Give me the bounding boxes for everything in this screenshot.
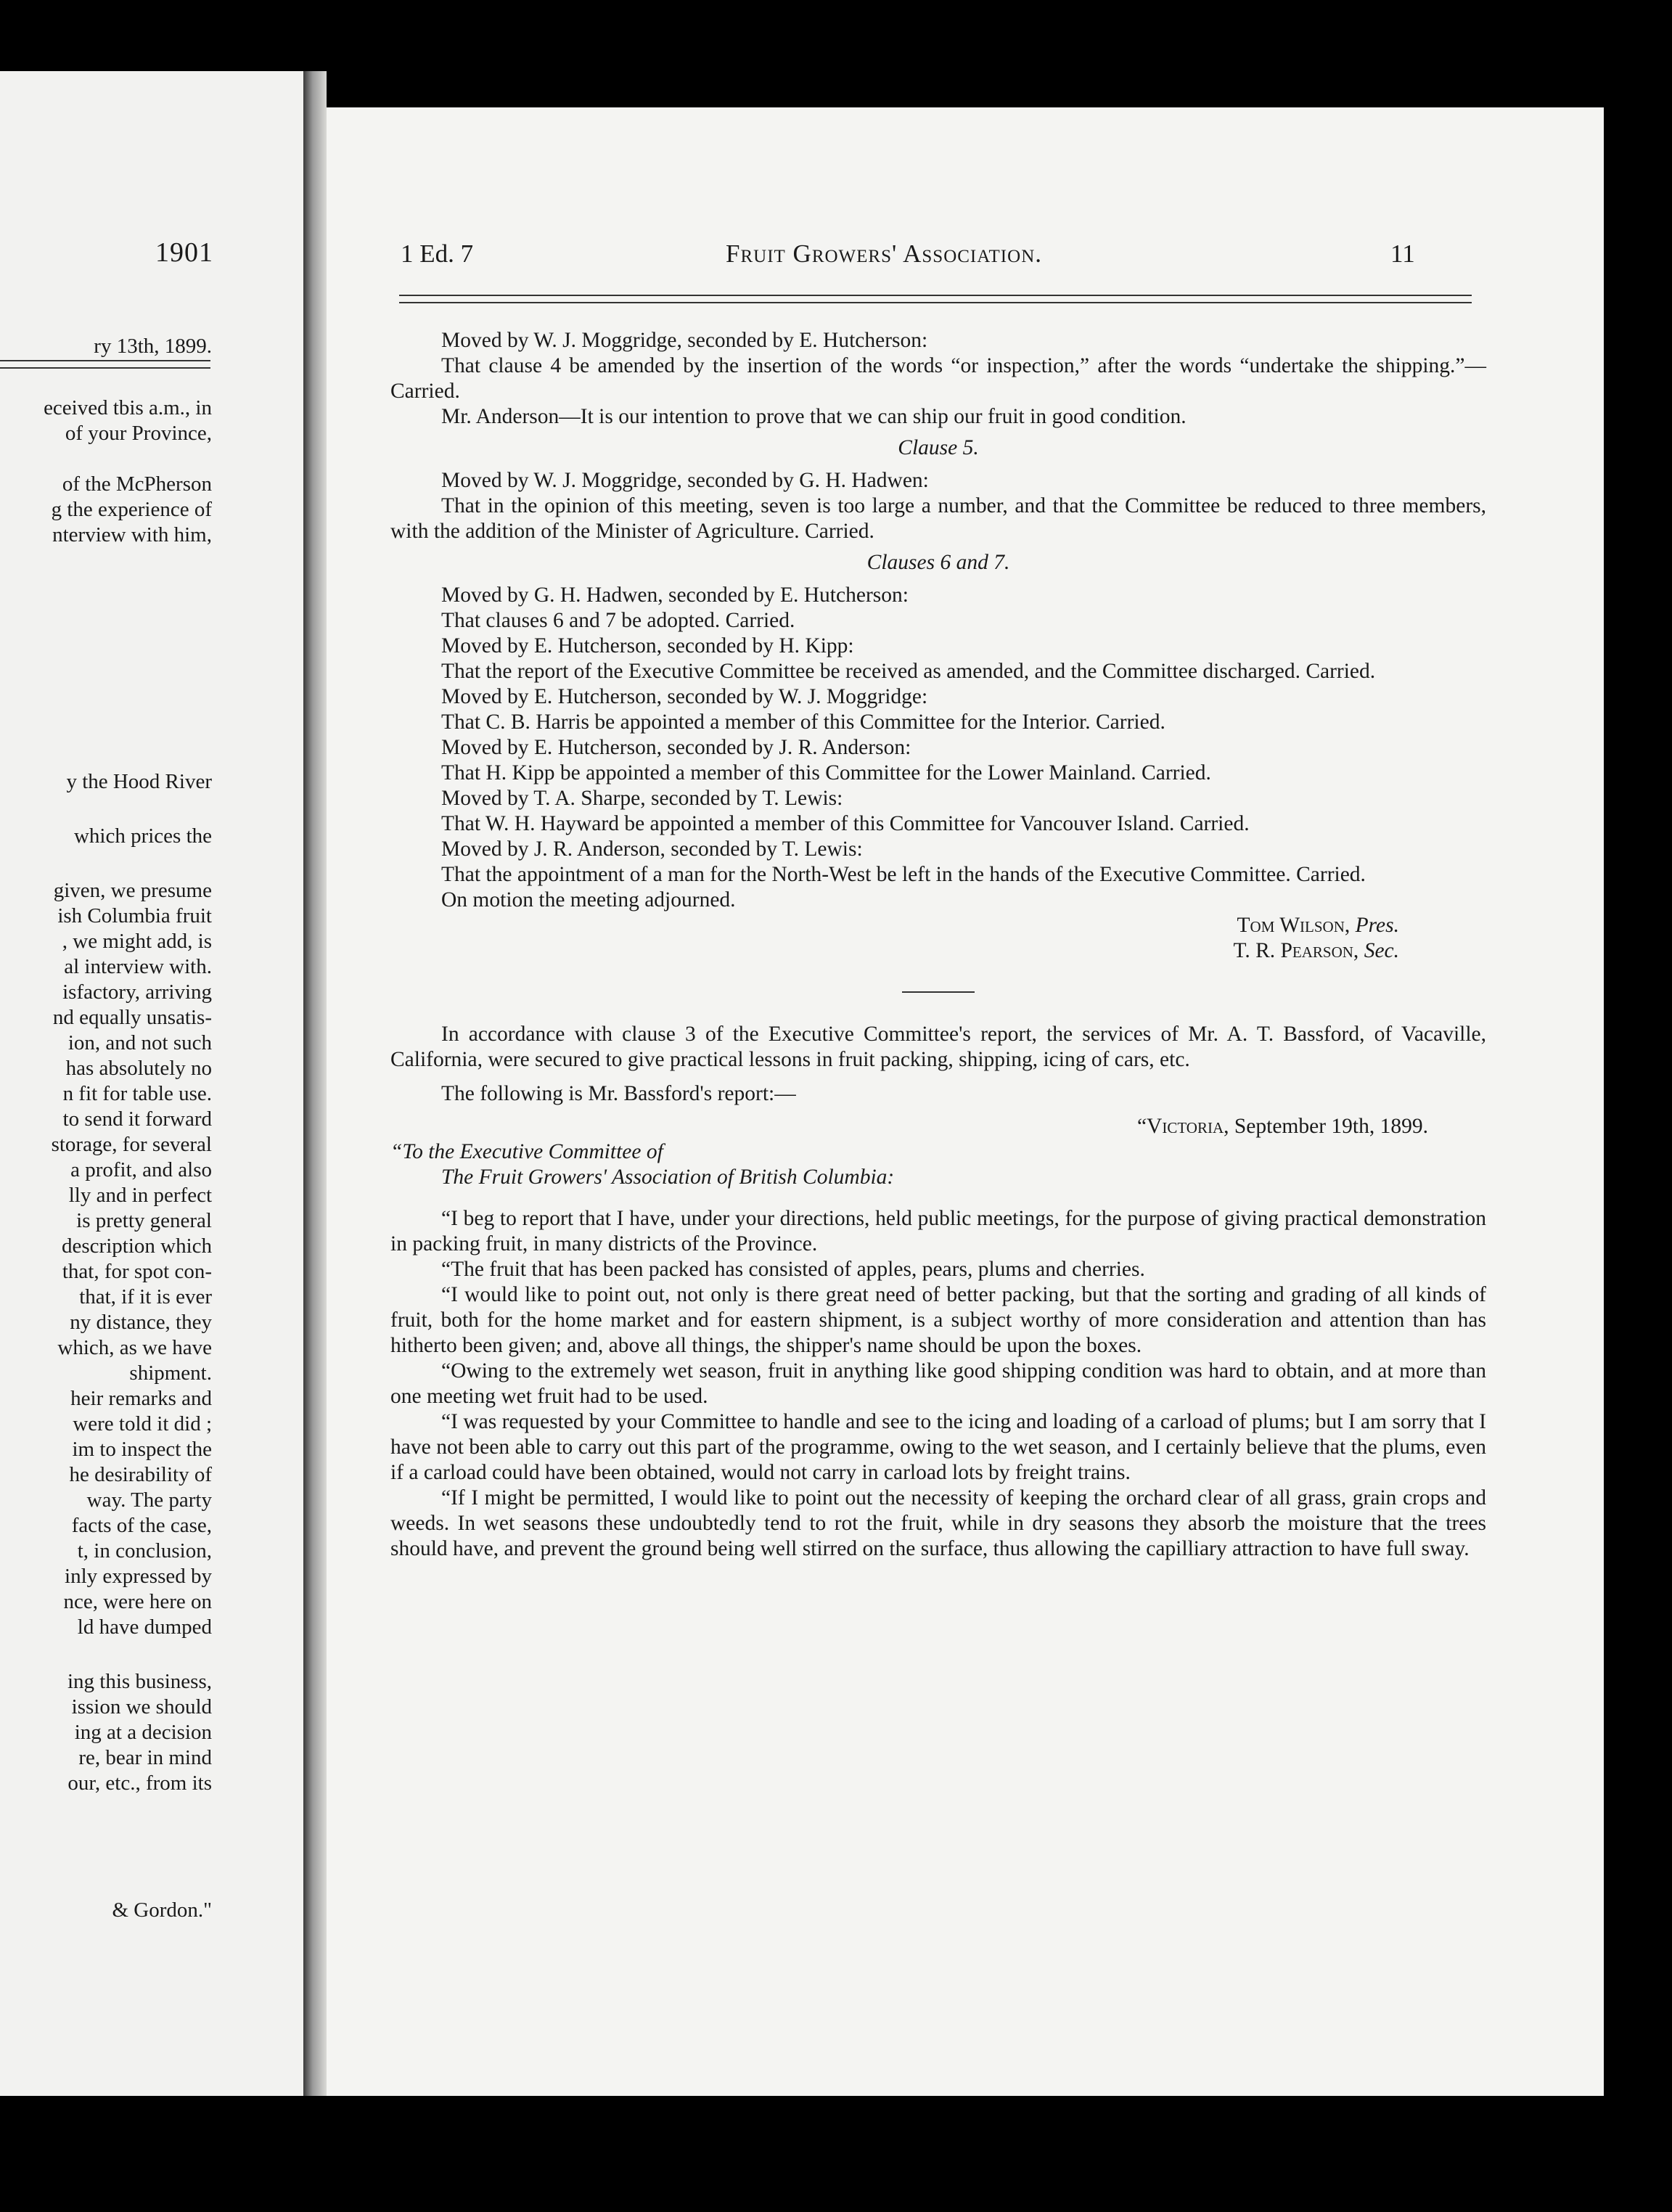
motion-line: Moved by G. H. Hadwen, seconded by E. Hutcherson: xyxy=(441,583,909,607)
left-page-line: , we might add, is xyxy=(62,930,212,953)
letter-date-text: September 19th, 1899. xyxy=(1234,1115,1428,1138)
left-page-line: that, for spot con- xyxy=(62,1260,212,1283)
signature-title: Sec. xyxy=(1364,939,1399,962)
letter-address-line2: The Fruit Growers' Association of British Columbia: xyxy=(441,1166,895,1189)
left-page-line: shipment. xyxy=(129,1361,212,1385)
left-page-line: of the McPherson xyxy=(62,472,212,496)
header-title: Fruit Growers' Association. xyxy=(726,239,1042,268)
left-page-line: description which xyxy=(62,1234,212,1258)
motion-line: Moved by J. R. Anderson, seconded by T. Lewis: xyxy=(441,837,863,861)
signature-secretary xyxy=(390,938,1486,964)
letter-place: “Victoria, xyxy=(1136,1115,1229,1138)
signature-name: T. R. Pearson, xyxy=(1233,939,1359,962)
motion-line: Moved by W. J. Moggridge, seconded by E. Hutcherson: xyxy=(441,329,928,352)
statement: Mr. Anderson—It is our intention to prove that we can ship our fruit in good condition. xyxy=(441,405,1187,428)
left-page-line: has absolutely no xyxy=(65,1057,212,1080)
motion-text: That H. Kipp be appointed a member of this Committee for the Lower Mainland. Carried. xyxy=(441,761,1211,785)
left-page-line: to send it forward xyxy=(62,1107,212,1131)
section-heading: Clause 5. xyxy=(898,436,979,459)
left-page-line: al interview with. xyxy=(64,955,212,978)
letter-paragraph: “Owing to the extremely wet season, fruit in anything like good shipping condition was hard to obtain, and at more than one meeting wet fruit had to be used. xyxy=(390,1359,1486,1408)
left-page-line: ion, and not such xyxy=(67,1031,212,1054)
signature-title: Pres. xyxy=(1355,914,1399,937)
paragraph: In accordance with clause 3 of the Executive Committee's report, the services of Mr. A. T. Bassford, of Vacaville, California, were secured to give practical lessons in fruit packing, shipping, icing of cars, etc. xyxy=(390,1023,1486,1071)
letter-paragraph: “The fruit that has been packed has consisted of apples, pears, plums and cherries. xyxy=(441,1258,1145,1281)
left-page-line: facts of the case, xyxy=(71,1514,212,1537)
motion-text: That C. B. Harris be appointed a member of this Committee for the Interior. Carried. xyxy=(441,710,1165,734)
left-page-fragment xyxy=(0,71,303,2096)
left-page-line: of your Province, xyxy=(65,422,212,445)
motion-text: That clause 4 be amended by the insertion of the words “or inspection,” after the words “undertake the shipping.”—Carried. xyxy=(390,354,1486,403)
left-page-line: n fit for table use. xyxy=(62,1082,212,1105)
left-page-line: which, as we have xyxy=(57,1336,212,1359)
signature-name: Tom Wilson, xyxy=(1237,914,1351,937)
left-running-head: 1901 xyxy=(155,237,213,268)
letter-paragraph: “I would like to point out, not only is there great need of better packing, but that the sorting and grading of all kinds of fruit, both for the home market and for eastern shipment, is a subject worthy of more consideration and attention than has hitherto been given; and, above all things, the shipper's name should be upon the boxes. xyxy=(390,1283,1486,1357)
left-page-line: t, in conclusion, xyxy=(77,1539,212,1562)
letter-paragraph: “I was requested by your Committee to handle and see to the icing and loading of a carload of plums; but I am sorry that I have not been able to carry out this part of the programme, owing to the wet season, and I certainly believe that the plums, even if a carload could have been obtained, would not carry in carload lots by freight trains. xyxy=(390,1410,1486,1484)
letter-paragraph: “I beg to report that I have, under your directions, held public meetings, for the purpose of giving practical demonstration in packing fruit, in many districts of the Province. xyxy=(390,1207,1486,1255)
left-page-line: way. The party xyxy=(86,1488,212,1512)
signature-president xyxy=(390,913,1486,938)
left-page-line: is pretty general xyxy=(76,1209,212,1232)
book-gutter xyxy=(303,71,327,2096)
motion-text: That the report of the Executive Committee be received as amended, and the Committee discharged. Carried. xyxy=(441,660,1376,683)
paragraph: The following is Mr. Bassford's report:— xyxy=(441,1082,796,1105)
left-page-line: y the Hood River xyxy=(66,770,212,793)
motion-text: That the appointment of a man for the North-West be left in the hands of the Executive Committee. Carried. xyxy=(441,863,1366,886)
motion-text: That in the opinion of this meeting, seven is too large a number, and that the Committee be reduced to three members, with the addition of the Minister of Agriculture. Carried. xyxy=(390,494,1486,543)
section-divider xyxy=(902,991,975,993)
page-number: 11 xyxy=(1390,239,1415,268)
left-page-line: ing at a decision xyxy=(74,1721,212,1744)
left-page-line: that, if it is ever xyxy=(79,1285,212,1308)
left-page-line: ish Columbia fruit xyxy=(57,904,212,927)
left-page-line: which prices the xyxy=(73,824,212,848)
left-page-line: heir remarks and xyxy=(70,1387,212,1410)
section-heading: Clauses 6 and 7. xyxy=(866,551,1010,574)
left-page-line: our, etc., from its xyxy=(67,1771,212,1795)
letter-address-line1: “To the Executive Committee of xyxy=(390,1140,663,1163)
left-page-line: a profit, and also xyxy=(70,1158,212,1181)
motion-text: That clauses 6 and 7 be adopted. Carried. xyxy=(441,609,795,632)
letter-paragraph: “If I might be permitted, I would like to point out the necessity of keeping the orchard clear of all grass, grain crops and weeds. In wet seasons these undoubtedly tend to rot the fruit, while in dry seasons they absorb the moisture that the trees should have, and prevent the ground being well stirred on the surface, thus allowing the capilliary attraction to have full sway. xyxy=(390,1486,1486,1560)
left-page-line: nterview with him, xyxy=(52,523,212,546)
left-page-line: eceived tbis a.m., in xyxy=(44,396,212,419)
motion-line: Moved by T. A. Sharpe, seconded by T. Lewis: xyxy=(441,787,843,810)
right-page xyxy=(327,107,1604,2096)
left-page-line: given, we presume xyxy=(53,879,212,902)
header-volume: 1 Ed. 7 xyxy=(401,239,474,268)
left-page-line: storage, for several xyxy=(51,1133,212,1156)
left-page-line: nd equally unsatis- xyxy=(52,1006,212,1029)
left-page-line: ny distance, they xyxy=(70,1311,212,1334)
motion-line: Moved by E. Hutcherson, seconded by J. R. Anderson: xyxy=(441,736,911,759)
minutes-body xyxy=(390,328,1486,1562)
letter-date xyxy=(390,1114,1486,1139)
motion-line: Moved by W. J. Moggridge, seconded by G. H. Hadwen: xyxy=(441,469,929,492)
motion-line: Moved by E. Hutcherson, seconded by H. Kipp: xyxy=(441,634,854,658)
header-rules xyxy=(399,295,1472,303)
left-page-line: nce, were here on xyxy=(63,1590,212,1613)
left-page-line: he desirability of xyxy=(69,1463,212,1486)
left-page-line: inly expressed by xyxy=(65,1565,212,1588)
adjournment: On motion the meeting adjourned. xyxy=(441,888,736,912)
left-page-line: g the experience of xyxy=(51,498,212,521)
left-page-line: & Gordon." xyxy=(112,1898,212,1922)
motion-text: That W. H. Hayward be appointed a member of this Committee for Vancouver Island. Carried. xyxy=(441,812,1250,835)
left-page-line: ing this business, xyxy=(67,1670,212,1693)
left-page-line: ission we should xyxy=(71,1695,212,1719)
left-page-line: im to inspect the xyxy=(72,1438,212,1461)
left-page-line: ry 13th, 1899. xyxy=(94,335,212,358)
left-page-line: ld have dumped xyxy=(77,1615,212,1639)
left-page-line: isfactory, arriving xyxy=(62,980,212,1004)
left-page-line: re, bear in mind xyxy=(78,1746,212,1769)
left-page-line: were told it did ; xyxy=(73,1412,212,1435)
left-page-line: lly and in perfect xyxy=(68,1184,212,1207)
motion-line: Moved by E. Hutcherson, seconded by W. J. Moggridge: xyxy=(441,685,928,708)
left-header-rules xyxy=(0,360,210,369)
